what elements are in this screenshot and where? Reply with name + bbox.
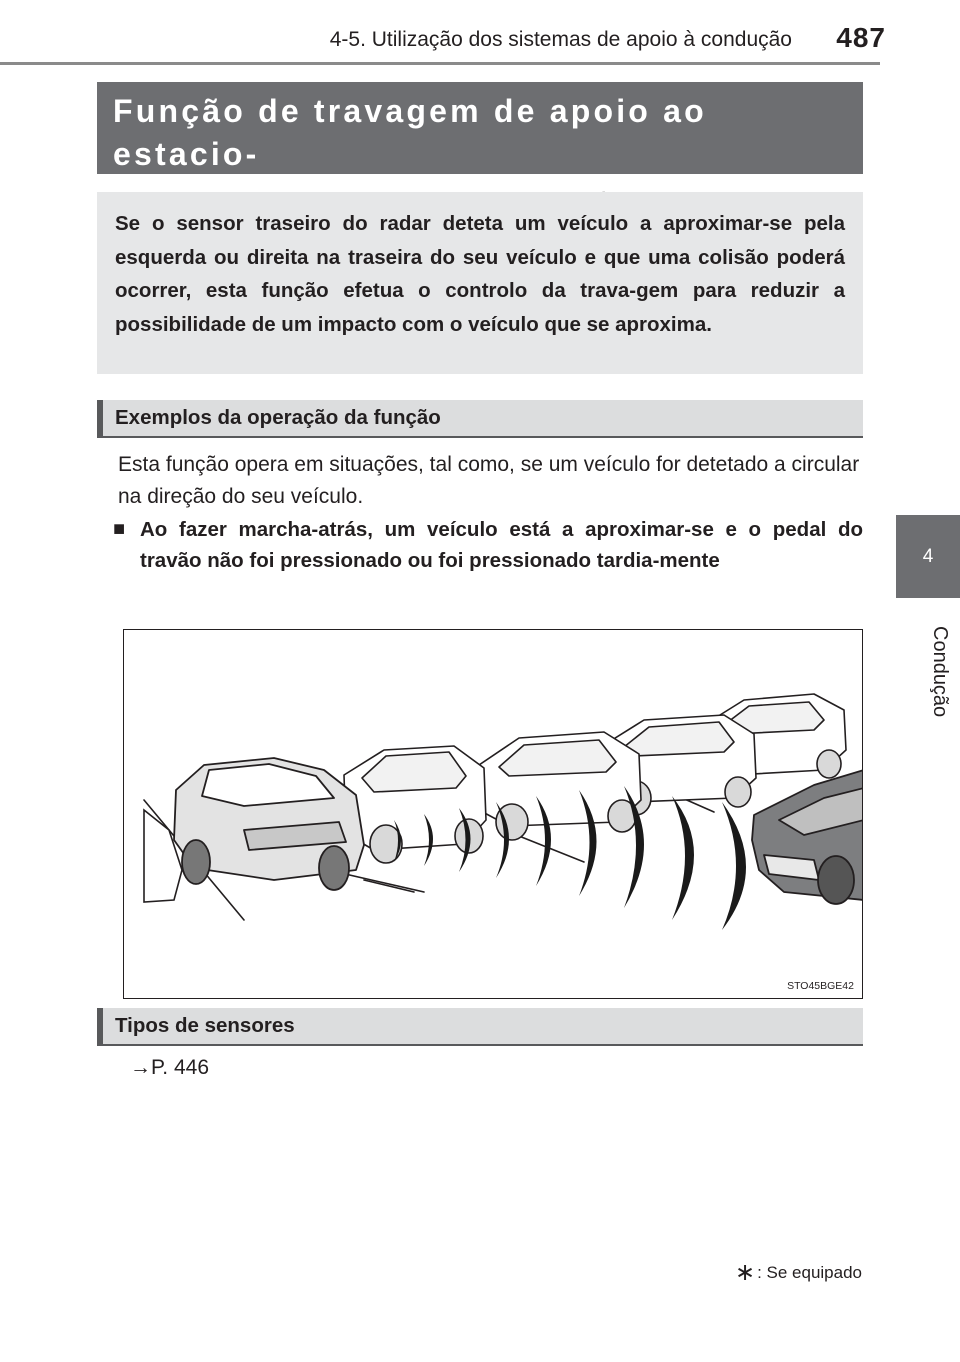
illustration-svg	[124, 630, 863, 999]
page-number: 487	[836, 22, 886, 53]
figure-code: STO45BGE42	[787, 980, 854, 992]
examples-body-text: Esta função opera em situações, tal como, se um veículo for detetado a circular na direção do seu veículo.	[118, 453, 860, 508]
page-title	[97, 82, 863, 174]
intro-box	[97, 192, 863, 374]
section-heading-examples-text: Exemplos da operação da função	[115, 406, 441, 429]
section-title: 4-5. Utilização dos sistemas de apoio à condução	[329, 28, 792, 51]
section-heading-sensor-types-text: Tipos de sensores	[115, 1014, 295, 1037]
section-heading-examples	[97, 400, 863, 438]
approaching-car-icon	[752, 770, 863, 904]
parked-sedan-icon	[344, 746, 486, 863]
title-line-1: Função de travagem de apoio ao estacio-	[113, 93, 707, 172]
square-bullet-icon: ■	[113, 518, 126, 540]
page-reference-link[interactable]: →P. 446	[130, 1056, 210, 1079]
chapter-number: 4	[922, 545, 934, 567]
intro-text: Se o sensor traseiro do radar deteta um veículo a aproximar-se pela esquerda ou direita na traseira do seu veículo e que uma colisão poderá ocorrer, esta função efetua o controlo da trava-gem para reduzir a possibilidade de um impacto com o veículo que se aproxima.	[115, 212, 845, 336]
section-heading-sensor-types	[97, 1008, 863, 1046]
chapter-tab[interactable]	[896, 515, 960, 598]
illustration-figure	[123, 629, 863, 999]
suv-rear-car-icon	[174, 758, 364, 890]
bullet-item	[113, 514, 863, 576]
footnote-text: : Se equipado	[757, 1262, 862, 1282]
footnote-asterisk-icon: ∗	[734, 1259, 756, 1286]
header-divider	[0, 62, 880, 65]
bullet-text: Ao fazer marcha-atrás, um veículo está a aproximar-se e o pedal do travão não foi pressionado ou foi pressionado tardia-mente	[140, 518, 863, 572]
chapter-label: Condução	[929, 626, 951, 718]
footnote	[735, 1258, 862, 1287]
